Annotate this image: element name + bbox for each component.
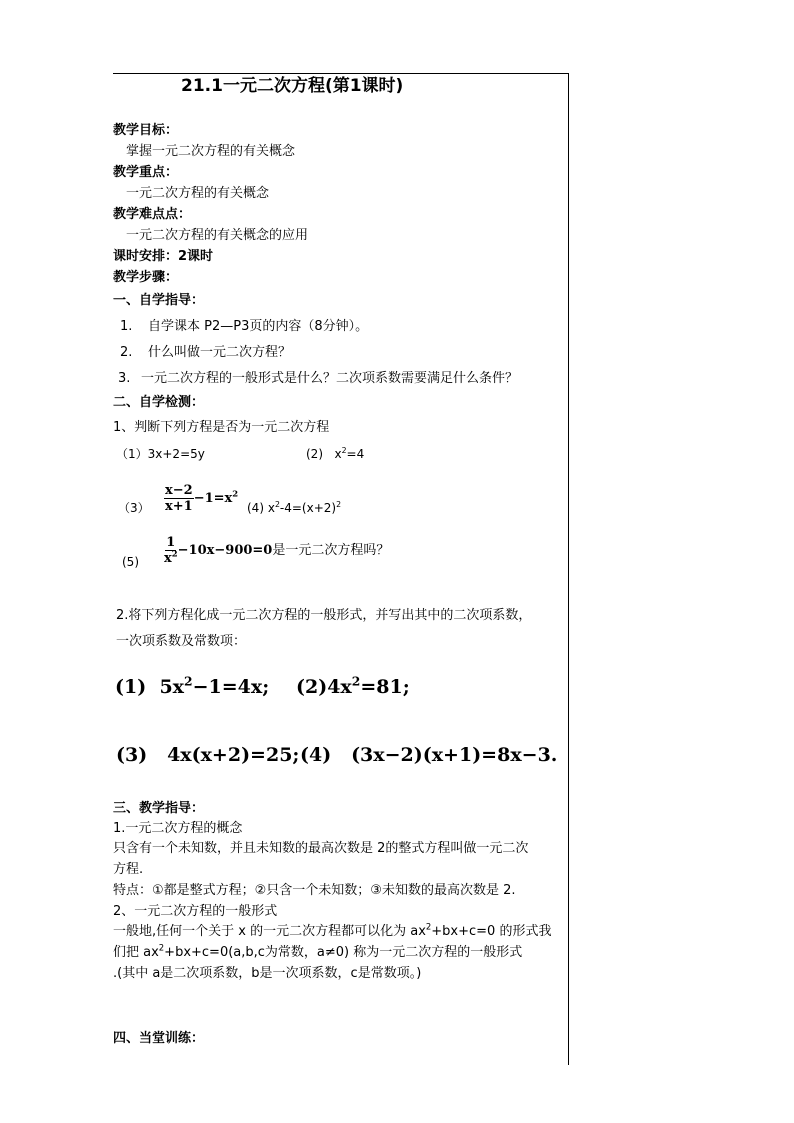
- key-heading: 教学重点：: [113, 165, 179, 180]
- formula-label: (1): [115, 676, 147, 698]
- steps-heading: 教学步骤：: [113, 270, 179, 285]
- formula-label: (4): [300, 744, 332, 766]
- part2-heading: 二、自学检测：: [113, 395, 205, 410]
- fraction: $\frac{x-2}{x+1}$: [165, 483, 193, 514]
- equation-3-label: （3）: [118, 501, 150, 515]
- definition-line-2: 方程.: [113, 862, 144, 877]
- part1-item-num: 3.: [118, 371, 131, 386]
- page-title: 21.1一元二次方程(第1课时): [181, 76, 404, 96]
- formula-4: (4) (3x−2)(x+1)=8x−3.: [300, 744, 558, 766]
- general-form-line-3: .(其中 a是二次项系数，b是一次项系数，c是常数项。): [113, 966, 422, 981]
- formula-1: (1) $5x^2-1=4x$;: [115, 673, 270, 698]
- definition-line-1: 只含有一个未知数，并且未知数的最高次数是 2的整式方程叫做一元二次: [113, 841, 529, 856]
- equation-5: $\frac{1}{x^2}$ −10x−900=0是一元二次方程吗？: [164, 535, 390, 566]
- frame-top-rule: [113, 73, 569, 74]
- part1-item-text: 一元二次方程的一般形式是什么？二次项系数需要满足什么条件？: [141, 371, 519, 386]
- formula-3: (3) 4x(x+2)=25;: [116, 744, 300, 766]
- equation-2: (2) $x^2=4$: [306, 446, 365, 461]
- question-1: 1、判断下列方程是否为一元二次方程: [113, 420, 330, 435]
- formula-label: (2): [296, 676, 328, 698]
- part1-item-text: 自学课本 P2—P3页的内容（8分钟）。: [148, 319, 369, 334]
- schedule: 课时安排：2课时: [113, 249, 214, 264]
- features-line: 特点：①都是整式方程；②只含一个未知数；③未知数的最高次数是 2.: [113, 883, 516, 898]
- equation-3: $\frac{x-2}{x+1}$ $-1=x^2$: [165, 483, 239, 514]
- part1-item-text: 什么叫做一元二次方程？: [148, 345, 292, 360]
- equation-label: (4): [247, 501, 264, 515]
- part1-heading: 一、自学指导：: [113, 293, 205, 308]
- equation-label: （1）: [116, 447, 148, 461]
- part3-heading: 三、教学指导：: [113, 801, 205, 816]
- equation-1: [116, 448, 205, 460]
- formula-label: (3): [116, 744, 148, 766]
- fraction: $\frac{1}{x^2}$: [164, 535, 178, 566]
- equation-text: 3x+2=5y: [147, 447, 205, 461]
- goal-heading: 教学目标：: [113, 123, 179, 138]
- difficulty-heading: 教学难点点：: [113, 207, 192, 222]
- question-2-line-1: 2.将下列方程化成一元二次方程的一般形式，并写出其中的二次项系数，: [116, 608, 532, 623]
- equation-label: (2): [306, 447, 323, 461]
- frame-right-rule: [568, 73, 569, 1065]
- general-form-line-1: 一般地,任何一个关于 x 的一元二次方程都可以化为 $ax^2+bx+c=0$ 的形式我: [113, 921, 552, 939]
- goal-text: 掌握一元二次方程的有关概念: [126, 144, 296, 159]
- section-2-title: 2、一元二次方程的一般形式: [113, 904, 278, 919]
- section-1-title: 1.一元二次方程的概念: [113, 821, 243, 836]
- part1-item-num: 2.: [120, 345, 133, 360]
- part4-heading: 四、当堂训练：: [113, 1031, 205, 1046]
- equation-5-label: (5): [122, 555, 139, 569]
- general-form-line-2: 们把 $ax^2+bx+c=0(a,b,c$为常数，a≠0) 称为一元二次方程的一般形式: [113, 942, 523, 960]
- key-text: 一元二次方程的有关概念: [126, 186, 270, 201]
- part1-item-num: 1.: [120, 319, 133, 334]
- formula-2: $(2)4x^2=81$;: [296, 673, 410, 698]
- difficulty-text: 一元二次方程的有关概念的应用: [126, 228, 309, 243]
- equation-4: (4) $x^2-4=(x+2)^2$: [247, 500, 342, 515]
- question-2-line-2: 一次项系数及常数项：: [116, 634, 247, 649]
